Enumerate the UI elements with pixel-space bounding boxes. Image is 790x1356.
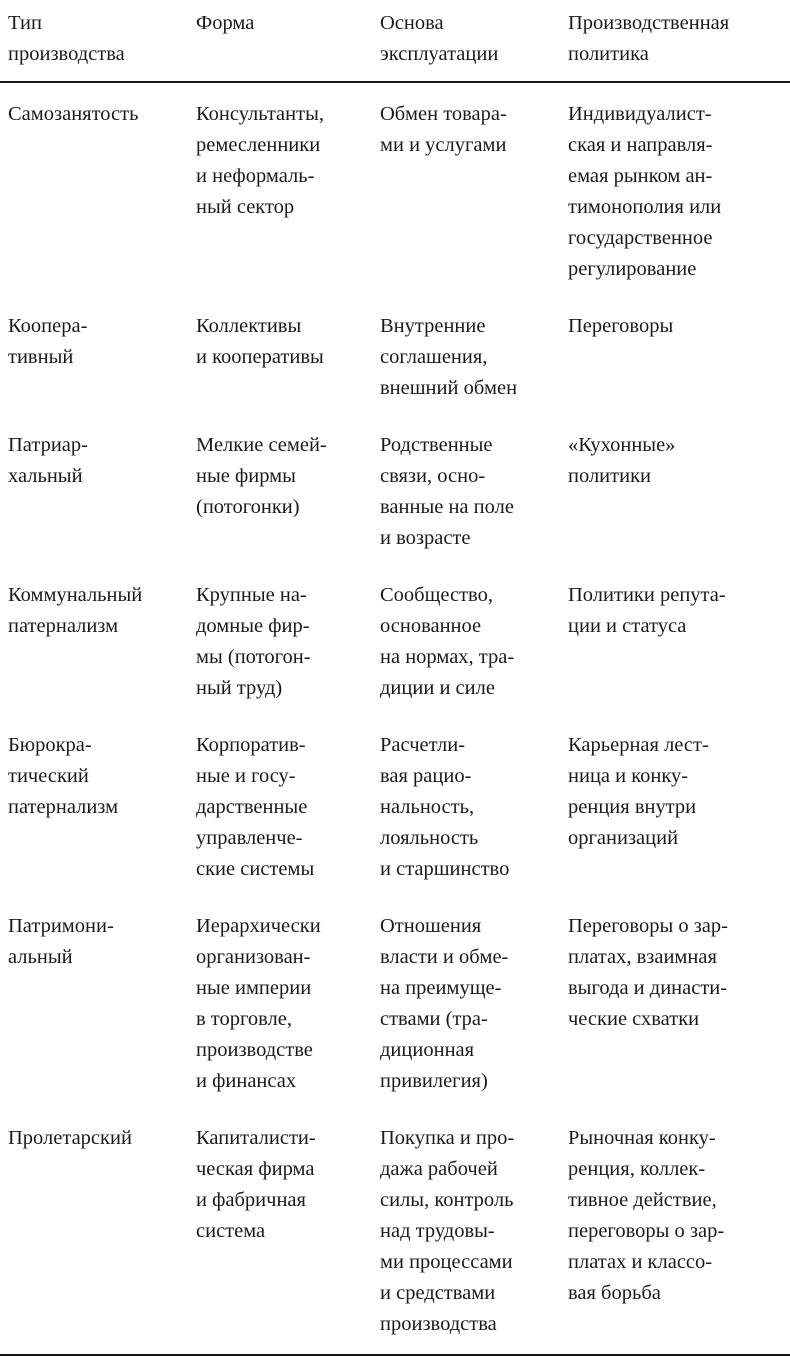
cell-line: тимонополия или: [568, 196, 722, 218]
cell-line: тивное действие,: [568, 1189, 717, 1211]
cell-line: переговоры о зар-: [568, 1220, 725, 1242]
cell-line: и кооперативы: [196, 346, 324, 368]
cell-line: Рыночная конку-: [568, 1127, 716, 1149]
cell-line: ные фирмы: [196, 465, 296, 487]
cell-line: ванные на поле: [380, 496, 514, 518]
cell-type: [0, 416, 188, 566]
cell-line: ческие схватки: [568, 1008, 700, 1030]
cell-line: Коопера-: [8, 315, 88, 337]
cell-line: Патримони-: [8, 915, 114, 937]
cell-line: Родственные: [380, 434, 493, 456]
cell-line: мы (потогон-: [196, 646, 311, 668]
cell-line: Переговоры: [568, 315, 674, 337]
cell-line: ремесленники: [196, 134, 321, 156]
cell-politics: [560, 716, 790, 897]
cell-line: производства: [380, 1313, 497, 1335]
cell-line: Коммунальный: [8, 584, 143, 606]
cell-line: Крупные на-: [196, 584, 307, 606]
cell-basis: [372, 897, 560, 1109]
cell-line: соглашения,: [380, 346, 488, 368]
table-row: [0, 897, 790, 1109]
table-row: [0, 297, 790, 416]
cell-line: ские системы: [196, 858, 315, 880]
cell-line: и фабричная: [196, 1189, 306, 1211]
cell-type: [0, 82, 188, 297]
cell-line: Индивидуалист-: [568, 103, 712, 125]
column-header-line: Форма: [196, 12, 255, 34]
column-header-basis: [372, 0, 560, 82]
cell-line: ница и конку-: [568, 765, 689, 787]
cell-line: Корпоратив-: [196, 734, 306, 756]
cell-politics: [560, 297, 790, 416]
cell-line: домные фир-: [196, 615, 310, 637]
cell-form: [188, 897, 372, 1109]
cell-basis: [372, 566, 560, 716]
cell-line: ренция внутри: [568, 796, 697, 818]
cell-line: привилегия): [380, 1070, 488, 1092]
table-row: [0, 566, 790, 716]
cell-type: [0, 297, 188, 416]
cell-line: диционная: [380, 1039, 475, 1061]
cell-line: дарственные: [196, 796, 308, 818]
cell-form: [188, 1109, 372, 1355]
table-row: [0, 1109, 790, 1355]
cell-line: патернализм: [8, 796, 119, 818]
cell-line: Отношения: [380, 915, 482, 937]
cell-line: управленче-: [196, 827, 303, 849]
cell-line: и старшинство: [380, 858, 510, 880]
cell-line: патернализм: [8, 615, 119, 637]
cell-politics: [560, 1109, 790, 1355]
cell-basis: [372, 297, 560, 416]
cell-line: на нормах, тра-: [380, 646, 515, 668]
cell-line: ми процессами: [380, 1251, 513, 1273]
cell-line: на преимуще-: [380, 977, 502, 999]
cell-line: Расчетли-: [380, 734, 466, 756]
table-header: [0, 0, 790, 82]
cell-politics: [560, 566, 790, 716]
cell-type: [0, 1109, 188, 1355]
cell-line: Пролетарский: [8, 1127, 132, 1149]
cell-politics: [560, 82, 790, 297]
cell-line: ми и услугами: [380, 134, 507, 156]
cell-line: Переговоры о зар-: [568, 915, 728, 937]
cell-line: организаций: [568, 827, 679, 849]
cell-line: нальность,: [380, 796, 475, 818]
table-row: [0, 82, 790, 297]
cell-line: ции и статуса: [568, 615, 687, 637]
column-header-line: эксплуатации: [380, 43, 499, 65]
cell-line: лояльность: [380, 827, 479, 849]
cell-line: организован-: [196, 946, 311, 968]
cell-line: Карьерная лест-: [568, 734, 709, 756]
cell-line: вая рацио-: [380, 765, 472, 787]
cell-line: Обмен товара-: [380, 103, 507, 125]
cell-line: тический: [8, 765, 89, 787]
cell-line: ческая фирма: [196, 1158, 315, 1180]
column-header-line: Тип: [8, 12, 42, 34]
cell-basis: [372, 82, 560, 297]
cell-line: хальный: [8, 465, 83, 487]
cell-line: Бюрокра-: [8, 734, 92, 756]
column-header-form: [188, 0, 372, 82]
cell-line: и финансах: [196, 1070, 297, 1092]
cell-line: емая рынком ан-: [568, 165, 713, 187]
cell-line: альный: [8, 946, 73, 968]
column-header-line: производства: [8, 43, 125, 65]
cell-line: Сообщество,: [380, 584, 493, 606]
cell-form: [188, 566, 372, 716]
cell-type: [0, 566, 188, 716]
cell-basis: [372, 416, 560, 566]
cell-line: Капиталисти-: [196, 1127, 316, 1149]
cell-line: основанное: [380, 615, 482, 637]
column-header-politics: [560, 0, 790, 82]
cell-form: [188, 82, 372, 297]
cell-line: производстве: [196, 1039, 313, 1061]
cell-line: внешний обмен: [380, 377, 518, 399]
cell-line: выгода и династи-: [568, 977, 728, 999]
cell-line: политики: [568, 465, 652, 487]
cell-line: и возрасте: [380, 527, 471, 549]
cell-line: связи, осно-: [380, 465, 486, 487]
cell-type: [0, 897, 188, 1109]
cell-line: Консультанты,: [196, 103, 324, 125]
cell-line: регулирование: [568, 258, 697, 280]
cell-line: и средствами: [380, 1282, 496, 1304]
cell-line: ствами (тра-: [380, 1008, 488, 1030]
column-header-type: [0, 0, 188, 82]
cell-line: Самозанятость: [8, 103, 139, 125]
cell-line: платах и классо-: [568, 1251, 713, 1273]
header-row: [0, 0, 790, 82]
cell-line: дажа рабочей: [380, 1158, 498, 1180]
cell-form: [188, 416, 372, 566]
cell-line: государственное: [568, 227, 713, 249]
column-header-line: Производственная: [568, 12, 730, 34]
cell-line: ская и направля-: [568, 134, 713, 156]
table-row: [0, 716, 790, 897]
cell-line: диции и силе: [380, 677, 495, 699]
cell-line: «Кухонные»: [568, 434, 676, 456]
cell-line: ный сектор: [196, 196, 295, 218]
cell-line: власти и обме-: [380, 946, 509, 968]
cell-basis: [372, 716, 560, 897]
table-row: [0, 416, 790, 566]
cell-line: вая борьба: [568, 1282, 661, 1304]
cell-line: Покупка и про-: [380, 1127, 515, 1149]
cell-line: силы, контроль: [380, 1189, 514, 1211]
cell-line: тивный: [8, 346, 74, 368]
cell-line: ренция, коллек-: [568, 1158, 706, 1180]
cell-line: система: [196, 1220, 266, 1242]
cell-line: над трудовы-: [380, 1220, 495, 1242]
cell-line: ные и госу-: [196, 765, 296, 787]
cell-line: Коллективы: [196, 315, 302, 337]
cell-line: Мелкие семей-: [196, 434, 327, 456]
column-header-line: Основа: [380, 12, 444, 34]
cell-line: Внутренние: [380, 315, 486, 337]
cell-line: Политики репута-: [568, 584, 726, 606]
cell-line: и неформаль-: [196, 165, 315, 187]
cell-line: платах, взаимная: [568, 946, 717, 968]
cell-line: Патриар-: [8, 434, 88, 456]
cell-line: (потогонки): [196, 496, 300, 518]
table-body: [0, 82, 790, 1355]
cell-line: ные империи: [196, 977, 312, 999]
cell-politics: [560, 416, 790, 566]
cell-form: [188, 297, 372, 416]
cell-line: ный труд): [196, 677, 283, 699]
cell-form: [188, 716, 372, 897]
cell-politics: [560, 897, 790, 1109]
cell-line: в торговле,: [196, 1008, 293, 1030]
cell-line: Иерархически: [196, 915, 321, 937]
cell-basis: [372, 1109, 560, 1355]
cell-type: [0, 716, 188, 897]
column-header-line: политика: [568, 43, 649, 65]
